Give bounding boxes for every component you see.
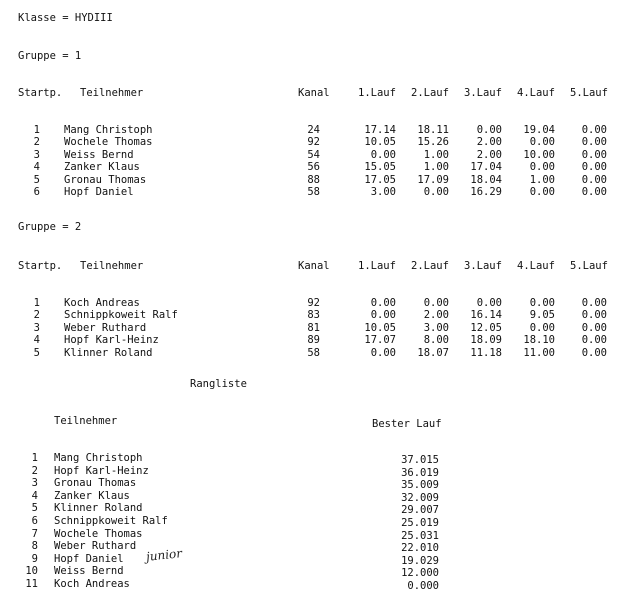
start-position: 4 xyxy=(33,334,40,347)
column-header: 4.Lauf xyxy=(517,260,555,272)
rank-number: 4 xyxy=(31,489,38,502)
lap-time: 17.07 xyxy=(364,334,396,347)
ranking-name: Mang Christoph xyxy=(54,452,143,464)
lap-time: 18.09 xyxy=(470,334,502,347)
lap-time: 0.00 xyxy=(370,346,396,359)
rank-number: 5 xyxy=(31,502,38,515)
participant-name: Hopf Karl-Heinz xyxy=(64,334,159,347)
column-header: Startp. xyxy=(18,260,63,272)
lap-time: 0.00 xyxy=(581,321,607,334)
lap-time: 0.00 xyxy=(581,161,607,174)
column-header: 4.Lauf xyxy=(517,87,555,99)
column-header: 3.Lauf xyxy=(464,87,502,99)
lap-time: 11.00 xyxy=(523,346,555,359)
column-header: Kanal xyxy=(298,260,330,272)
lap-time: 10.00 xyxy=(523,148,555,161)
best-lap: 29.007 xyxy=(401,504,439,517)
lap-time: 0.00 xyxy=(581,124,607,136)
group-title: Gruppe = 1 xyxy=(18,50,82,62)
handwritten-annotation: junior xyxy=(145,546,183,564)
lap-time: 0.00 xyxy=(423,186,449,198)
ranking-name: Hopf Karl-Heinz xyxy=(54,464,149,477)
channel-value: 89 xyxy=(307,334,320,347)
lap-time: 18.07 xyxy=(417,346,449,359)
column-header: 1.Lauf xyxy=(358,260,396,272)
rank-number: 7 xyxy=(31,527,38,540)
column-header: Startp. xyxy=(18,87,63,99)
lap-time: 0.00 xyxy=(581,346,607,359)
group-title: Gruppe = 2 xyxy=(18,221,82,233)
lap-time: 0.00 xyxy=(529,186,555,198)
lap-time: 0.00 xyxy=(476,124,502,136)
best-lap: 0.000 xyxy=(407,580,439,592)
lap-time: 0.00 xyxy=(476,297,502,309)
lap-time: 15.26 xyxy=(417,136,449,149)
start-position: 5 xyxy=(33,346,40,359)
ranking-name: Weber Ruthard xyxy=(54,540,137,553)
participant-name: Hopf Daniel xyxy=(64,186,134,198)
best-lap: 36.019 xyxy=(401,466,439,479)
best-lap: 25.031 xyxy=(401,529,439,542)
ranking-name: Schnippkoweit Ralf xyxy=(54,515,168,527)
start-position: 1 xyxy=(33,297,40,309)
rank-number: 8 xyxy=(31,540,38,553)
channel-value: 81 xyxy=(307,321,320,334)
lap-time: 8.00 xyxy=(423,334,449,347)
lap-time: 16.14 xyxy=(470,309,502,322)
channel-value: 54 xyxy=(307,148,320,161)
lap-time: 0.00 xyxy=(581,148,607,161)
channel-value: 24 xyxy=(307,124,320,136)
column-header: 5.Lauf xyxy=(570,260,608,272)
lap-time: 10.05 xyxy=(364,321,396,334)
lap-time: 16.29 xyxy=(470,186,502,198)
lap-time: 0.00 xyxy=(581,173,607,186)
best-lap: 32.009 xyxy=(401,491,439,504)
ranking-title: Rangliste xyxy=(190,378,247,390)
lap-time: 2.00 xyxy=(476,148,502,161)
start-position: 4 xyxy=(33,161,40,174)
lap-time: 0.00 xyxy=(581,334,607,347)
lap-time: 17.05 xyxy=(364,173,396,186)
lap-time: 1.00 xyxy=(423,161,449,174)
lap-time: 11.18 xyxy=(470,346,502,359)
lap-time: 12.05 xyxy=(470,321,502,334)
ranking-name: Wochele Thomas xyxy=(54,527,143,540)
lap-time: 0.00 xyxy=(581,309,607,322)
lap-time: 0.00 xyxy=(370,148,396,161)
lap-time: 0.00 xyxy=(370,297,396,309)
lap-time: 17.04 xyxy=(470,161,502,174)
rank-number: 11 xyxy=(25,578,38,590)
rank-number: 10 xyxy=(25,565,38,578)
column-header: Teilnehmer xyxy=(80,260,144,272)
lap-time: 18.10 xyxy=(523,334,555,347)
column-header: 1.Lauf xyxy=(358,87,396,99)
best-lap: 12.000 xyxy=(401,567,439,580)
ranking-name: Klinner Roland xyxy=(54,502,143,515)
lap-time: 18.11 xyxy=(417,124,449,136)
rank-number: 9 xyxy=(31,552,38,565)
lap-time: 17.14 xyxy=(364,124,396,136)
start-position: 3 xyxy=(33,321,40,334)
lap-time: 10.05 xyxy=(364,136,396,149)
lap-time: 0.00 xyxy=(423,297,449,309)
participant-name: Klinner Roland xyxy=(64,346,153,359)
lap-time: 0.00 xyxy=(370,309,396,322)
lap-time: 18.04 xyxy=(470,173,502,186)
channel-value: 83 xyxy=(307,309,320,322)
lap-time: 0.00 xyxy=(529,161,555,174)
start-position: 3 xyxy=(33,148,40,161)
lap-time: 0.00 xyxy=(529,136,555,149)
best-lap: 37.015 xyxy=(401,454,439,466)
ranking-col-name: Teilnehmer xyxy=(54,415,118,427)
ranking-name: Zanker Klaus xyxy=(54,489,130,502)
start-position: 2 xyxy=(33,136,40,149)
channel-value: 88 xyxy=(307,173,320,186)
column-header: 2.Lauf xyxy=(411,87,449,99)
column-header: 5.Lauf xyxy=(570,87,608,99)
start-position: 6 xyxy=(33,186,40,198)
participant-name: Wochele Thomas xyxy=(64,136,153,149)
lap-time: 0.00 xyxy=(581,186,607,198)
lap-time: 2.00 xyxy=(423,309,449,322)
rank-number: 3 xyxy=(31,477,38,490)
participant-name: Mang Christoph xyxy=(64,124,153,136)
channel-value: 58 xyxy=(307,186,320,198)
column-header: Kanal xyxy=(298,87,330,99)
participant-name: Weber Ruthard xyxy=(64,321,147,334)
best-lap: 35.009 xyxy=(401,479,439,492)
participant-name: Gronau Thomas xyxy=(64,173,147,186)
rank-number: 2 xyxy=(31,464,38,477)
lap-time: 3.00 xyxy=(423,321,449,334)
lap-time: 0.00 xyxy=(529,321,555,334)
rank-number: 6 xyxy=(31,515,38,527)
best-lap: 19.029 xyxy=(401,554,439,567)
participant-name: Weiss Bernd xyxy=(64,148,134,161)
ranking-name: Hopf Daniel xyxy=(54,552,124,565)
lap-time: 19.04 xyxy=(523,124,555,136)
participant-name: Koch Andreas xyxy=(64,297,140,309)
channel-value: 92 xyxy=(307,297,320,309)
lap-time: 15.05 xyxy=(364,161,396,174)
start-position: 5 xyxy=(33,173,40,186)
lap-time: 0.00 xyxy=(581,136,607,149)
ranking-col-best: Bester Lauf xyxy=(372,418,442,430)
channel-value: 58 xyxy=(307,346,320,359)
rank-number: 1 xyxy=(31,452,38,464)
channel-value: 92 xyxy=(307,136,320,149)
ranking-name: Weiss Bernd xyxy=(54,565,124,578)
channel-value: 56 xyxy=(307,161,320,174)
best-lap: 22.010 xyxy=(401,542,439,555)
ranking-name: Gronau Thomas xyxy=(54,477,137,490)
column-header: 3.Lauf xyxy=(464,260,502,272)
lap-time: 2.00 xyxy=(476,136,502,149)
lap-time: 1.00 xyxy=(423,148,449,161)
lap-time: 17.09 xyxy=(417,173,449,186)
start-position: 1 xyxy=(33,124,40,136)
start-position: 2 xyxy=(33,309,40,322)
lap-time: 0.00 xyxy=(529,297,555,309)
participant-name: Schnippkoweit Ralf xyxy=(64,309,178,322)
column-header: Teilnehmer xyxy=(80,87,144,99)
participant-name: Zanker Klaus xyxy=(64,161,140,174)
best-lap: 25.019 xyxy=(401,517,439,529)
lap-time: 9.05 xyxy=(529,309,555,322)
klasse-heading: Klasse = HYDIII xyxy=(18,12,113,24)
lap-time: 0.00 xyxy=(581,297,607,309)
lap-time: 1.00 xyxy=(529,173,555,186)
ranking-name: Koch Andreas xyxy=(54,578,130,590)
column-header: 2.Lauf xyxy=(411,260,449,272)
lap-time: 3.00 xyxy=(370,186,396,198)
